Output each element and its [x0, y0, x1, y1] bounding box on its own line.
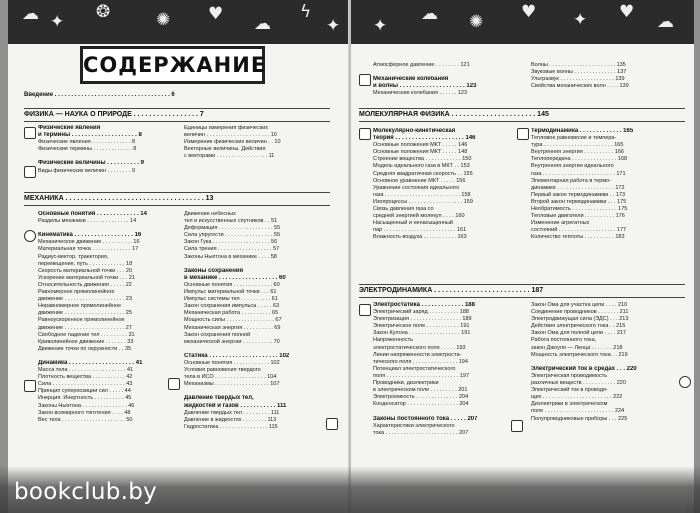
toc-entry[interactable]: Давление твердых тел, [184, 395, 254, 402]
toc-entry[interactable]: Связь давления газа со [373, 206, 434, 213]
toc-entry[interactable]: Второй закон термодинамики . . . 175 [531, 198, 627, 205]
toc-entry[interactable]: Равномерное прямолинейное [38, 289, 115, 296]
divider [359, 284, 685, 285]
toc-entry[interactable]: пар . . . . . . . . . . . . . . . . . . . . . . . . 161 [373, 227, 467, 234]
toc-entry[interactable]: Физические термины . . . . . . . . . . . . . 8 [38, 146, 137, 153]
toc-entry[interactable]: Свойства механических волн . . . . 139 [531, 83, 629, 90]
toc-entry[interactable]: щих . . . . . . . . . . . . . . . . . . . . . . . 222 [531, 394, 623, 401]
lightning-doodle-icon: ϟ [300, 2, 312, 22]
toc-entry[interactable]: Виды физических величин . . . . . . . . 9 [38, 167, 136, 174]
toc-entry[interactable]: Ультразвук . . . . . . . . . . . . . . . . . . 139 [531, 76, 625, 83]
toc-column-molecular-2 [531, 128, 683, 242]
toc-entry[interactable]: Электрический ток в проводя- [531, 387, 608, 394]
toc-entry[interactable]: Проводники, диэлектрики [373, 380, 439, 387]
toc-entry[interactable]: Характеристики электрического [373, 422, 455, 429]
toc-entry[interactable]: и термины . . . . . . . . . . . . . . . . . . . . 8 [38, 132, 142, 139]
charge-icon [359, 304, 371, 316]
toc-entry[interactable]: и волны . . . . . . . . . . . . . . . . . . . . 123 [373, 83, 477, 90]
toc-entry[interactable]: Изопроцессы . . . . . . . . . . . . . . . . . . 159 [373, 198, 473, 205]
toc-entry[interactable]: Основные положения МКТ . . . . . 148 [373, 149, 468, 156]
section-heading-electrodynamics[interactable]: ЭЛЕКТРОДИНАМИКА . . . . . . . . . . . . . . . . . . . . . . . . . 187 [359, 287, 544, 294]
toc-entry[interactable]: Сила . . . . . . . . . . . . . . . . . . . . . . . . 43 [38, 381, 133, 388]
toc-entry[interactable]: Импульс системы тел . . . . . . . . . . 61 [184, 296, 278, 303]
toc-entry[interactable]: Потенциал электростатического [373, 365, 456, 372]
toc-entry[interactable]: Уравнение состояния идеального [373, 184, 460, 191]
sun-doodle-icon: ✺ [156, 10, 171, 30]
toc-entry[interactable]: перемещение, путь . . . . . . . . . . . . 18 [38, 260, 133, 267]
toc-entry[interactable]: Основные понятия . . . . . . . . . . . . 102 [184, 359, 280, 366]
divider [24, 121, 330, 122]
toc-entry[interactable]: Динамика . . . . . . . . . . . . . . . . . . . . 41 [38, 359, 143, 366]
decorative-header-band [8, 0, 348, 44]
toc-entry[interactable]: в электрическом поле . . . . . . . . . 201 [373, 387, 468, 394]
molecule-icon [359, 128, 371, 140]
divider [24, 108, 330, 109]
toc-entry[interactable]: Модель идеального газа в МКТ . . 153 [373, 163, 470, 170]
toc-entry[interactable]: Закон Кулона . . . . . . . . . . . . . . . . . 191 [373, 330, 471, 337]
toc-entry[interactable]: Скорость материальной точки . . . 20 [38, 267, 133, 274]
left-page [8, 0, 349, 513]
toc-entry[interactable]: жидкостей и газов . . . . . . . . . . . 111 [184, 402, 287, 409]
toc-entry[interactable]: Теплопередача . . . . . . . . . . . . . . . 168 [531, 156, 628, 163]
toc-entry[interactable]: Механическое движение . . . . . . . . . . 16 [38, 239, 140, 246]
toc-entry[interactable]: Криволинейное движение . . . . . . . 33 [38, 338, 134, 345]
toc-entry[interactable]: Физические явления [38, 125, 101, 131]
toc-entry[interactable]: тела в ИСО . . . . . . . . . . . . . . . . . 104 [184, 374, 277, 381]
toc-entry[interactable]: Средняя квадратичная скорость . . 155 [373, 170, 473, 177]
toc-entry[interactable]: Статика . . . . . . . . . . . . . . . . . . . . . 102 [184, 352, 290, 359]
toc-entry[interactable]: Термодинамика . . . . . . . . . . . . . 165 [531, 128, 634, 134]
toc-entry[interactable]: Сила трения . . . . . . . . . . . . . . . . . . 57 [184, 246, 280, 253]
scales-icon [168, 378, 180, 390]
toc-entry[interactable]: Законы Ньютона . . . . . . . . . . . . . . . 46 [38, 402, 135, 409]
vessel-icon [326, 418, 338, 430]
toc-entry[interactable]: Неравномерное прямолинейное [38, 303, 122, 310]
toc-entry[interactable]: тока . . . . . . . . . . . . . . . . . . . . . . . . 207 [373, 429, 469, 436]
toc-entry[interactable]: Физические величины . . . . . . . . . . 9 [38, 160, 144, 167]
section-heading-molecular[interactable]: МОЛЕКУЛЯРНАЯ ФИЗИКА . . . . . . . . . . . . . . . . . . . . . . 145 [359, 111, 549, 118]
toc-entry[interactable]: Физические явления . . . . . . . . . . . . . 8 [38, 139, 136, 146]
toc-entry[interactable]: механической энергии . . . . . . . . . . 70 [184, 338, 280, 345]
toc-spacer [531, 359, 681, 366]
toc-spacer [38, 153, 178, 160]
toc-entry[interactable]: Электрический ток в средах . . . 220 [531, 365, 637, 372]
toc-entry[interactable]: Действия электрического тока . . 215 [531, 323, 626, 330]
toc-entry[interactable]: Тепловые двигатели . . . . . . . . . . 176 [531, 213, 625, 220]
toc-entry[interactable]: электростатического поля . . . . . 193 [373, 344, 466, 351]
toc-entry[interactable]: Кинематика . . . . . . . . . . . . . . . . . . 16 [38, 232, 142, 239]
toc-column-physics-1 [38, 125, 178, 175]
toc-entry[interactable]: Элементарная работа в термо- [531, 177, 612, 184]
toc-entry[interactable]: Первый закон термодинамики . . 173 [531, 191, 626, 198]
toc-entry[interactable]: Гидростатика . . . . . . . . . . . . . . . . 115 [184, 423, 278, 430]
toc-entry[interactable]: движение . . . . . . . . . . . . . . . . . . . . 25 [38, 310, 132, 317]
toc-entry[interactable]: Импульс материальной точки . . . 61 [184, 289, 277, 296]
toc-entry[interactable]: Радиус-вектор, траектория, [38, 253, 109, 260]
toc-entry[interactable]: Закон Гука . . . . . . . . . . . . . . . . . . . 56 [184, 239, 278, 246]
toc-entry[interactable]: Движение точки по окружности . . 35 [38, 345, 132, 352]
toc-entry[interactable]: Векторные величины. Действия [184, 146, 266, 153]
toc-entry[interactable]: Соединение проводников . . . . . . . 211 [531, 309, 629, 316]
toc-entry[interactable]: Полупроводниковые приборы . . . 225 [531, 415, 628, 422]
toc-entry[interactable]: Свободное падение тел . . . . . . . . . 31 [38, 331, 135, 338]
toc-entry[interactable]: с векторами . . . . . . . . . . . . . . . . . 11 [184, 153, 275, 160]
toc-entry[interactable]: динамике . . . . . . . . . . . . . . . . . . . 172 [531, 184, 625, 191]
toc-entry[interactable]: Относительность движения . . . . . 22 [38, 281, 132, 288]
watermark-band [0, 466, 700, 513]
toc-entry[interactable]: величин . . . . . . . . . . . . . . . . . . . . . 10 [184, 132, 277, 139]
toc-entry[interactable]: в механике . . . . . . . . . . . . . . . . . . 60 [184, 274, 286, 281]
toc-entry[interactable]: Условия равновесия твердого [184, 367, 261, 374]
toc-entry[interactable]: движение . . . . . . . . . . . . . . . . . . . . 23 [38, 296, 132, 303]
heart-doodle-icon: ♥ [521, 2, 537, 22]
toc-entry[interactable]: Измерение физических величин . . 10 [184, 139, 281, 146]
toc-entry[interactable]: Сила упругости . . . . . . . . . . . . . . . . 55 [184, 232, 281, 239]
sun-doodle-icon: ✺ [469, 12, 484, 32]
toc-entry[interactable]: Основные понятия . . . . . . . . . . . . . 14 [38, 211, 147, 217]
cloud-doodle-icon: ☁ [421, 4, 438, 24]
divider [24, 192, 330, 193]
toc-column-oscillations-1 [373, 62, 523, 97]
toc-entry[interactable]: Волны . . . . . . . . . . . . . . . . . . . . . . 135 [531, 62, 626, 68]
toc-spacer [184, 346, 332, 353]
star-doodle-icon: ✦ [326, 16, 341, 36]
toc-entry[interactable]: Механическая работа . . . . . . . . . . 65 [184, 310, 279, 317]
toc-column-electro-1 [373, 302, 525, 437]
toc-column-electro-2 [531, 302, 681, 423]
toc-spacer [373, 69, 523, 76]
toc-entry[interactable]: Мощность электрического тока . . 219 [531, 351, 628, 358]
toc-entry[interactable]: поля . . . . . . . . . . . . . . . . . . . . . . . . 197 [373, 372, 470, 379]
toc-entry[interactable]: закон Джоуля — Ленца . . . . . . . 218 [531, 344, 623, 351]
toc-entry[interactable]: Внутренняя энергия идеального [531, 163, 614, 170]
toc-entry[interactable]: Плотность вещества . . . . . . . . . . . 42 [38, 374, 133, 381]
ruler-icon [24, 166, 36, 178]
toc-entry[interactable]: средней энергией молекул . . . . 160 [373, 213, 465, 220]
drop-doodle-icon: ❂ [96, 2, 111, 22]
star-doodle-icon: ✦ [573, 10, 588, 30]
toc-entry[interactable]: Диэлектрики в электрическом [531, 401, 608, 408]
toc-entry[interactable]: Влажность воздуха . . . . . . . . . . . 163 [373, 234, 467, 241]
page-title-box [80, 46, 265, 84]
toc-entry[interactable]: Количество теплоты . . . . . . . . . . 183 [531, 234, 625, 241]
toc-entry[interactable]: Работа постоянного тока, [531, 337, 597, 344]
book-icon [24, 127, 36, 139]
toc-entry[interactable]: Внутренняя энергия . . . . . . . . . . 166 [531, 149, 624, 156]
toc-entry[interactable]: Напряженность [373, 337, 413, 344]
toc-entry[interactable]: Основные положения МКТ . . . . . 146 [373, 142, 468, 149]
toc-entry[interactable]: газа . . . . . . . . . . . . . . . . . . . . . . . . 171 [531, 170, 626, 177]
toc-entry[interactable]: Закон Ома для участка цепи . . . . 210 [531, 302, 628, 308]
toc-entry[interactable]: Линии напряженности электроста- [373, 351, 462, 358]
toc-spacer [38, 225, 178, 232]
divider [359, 121, 685, 122]
toc-entry[interactable]: Звуковые волны . . . . . . . . . . . . . . 137 [531, 69, 627, 76]
toc-entry[interactable]: Электрическое поле . . . . . . . . . . . 191 [373, 323, 470, 330]
lamp-icon [679, 376, 691, 388]
toc-entry[interactable]: Равноускоренное прямолинейное [38, 317, 125, 324]
toc-entry[interactable]: Электроемкость . . . . . . . . . . . . . . 204 [373, 394, 469, 401]
toc-column-molecular-1 [373, 128, 523, 242]
toc-entry[interactable]: Электрическая проводимость [531, 372, 608, 379]
star-doodle-icon: ✦ [373, 16, 388, 36]
pulley-icon [24, 380, 36, 392]
toc-entry[interactable]: Деформация . . . . . . . . . . . . . . . . . . 55 [184, 225, 281, 232]
toc-entry[interactable]: Механические колебания . . . . . . 123 [373, 90, 468, 97]
toc-entry[interactable]: Давление в жидкостях . . . . . . . . 113 [184, 416, 277, 423]
motion-icon [24, 230, 36, 242]
heart-doodle-icon: ♥ [619, 2, 635, 22]
toc-column-mechanics-1 [38, 211, 178, 424]
toc-entry[interactable]: Давление твердых тел . . . . . . . . . 111 [184, 409, 280, 416]
star-doodle-icon: ✦ [50, 12, 65, 32]
toc-entry[interactable]: тел и искусственных спутников . . 51 [184, 218, 278, 225]
toc-entry[interactable]: Движение небесных [184, 211, 236, 217]
section-heading-physics[interactable]: ФИЗИКА — НАУКА О ПРИРОДЕ . . . . . . . . . . . . . . . . . 7 [24, 111, 204, 118]
toc-entry[interactable]: Электрический заряд . . . . . . . . . . 188 [373, 309, 469, 316]
toc-entry[interactable]: Закон Ома для полной цепи . . . . 217 [531, 330, 626, 337]
thermometer-icon [517, 128, 529, 140]
cloud-doodle-icon: ☁ [657, 12, 674, 32]
toc-entry[interactable]: Принцип суперпозиции сил . . . . . 44 [38, 388, 131, 395]
divider [359, 108, 685, 109]
toc-entry[interactable]: Электризация . . . . . . . . . . . . . . . . . 189 [373, 316, 472, 323]
page-title: СОДЕРЖАНИЕ [83, 53, 267, 77]
toc-entry[interactable]: Атмосферное давление . . . . . . . . 121 [373, 62, 470, 68]
divider [359, 297, 685, 298]
toc-entry[interactable]: Закон сохранения импульса . . . . . 63 [184, 303, 280, 310]
toc-entry[interactable]: различных веществ . . . . . . . . . . . 220 [531, 380, 626, 387]
toc-column-physics-2 [184, 125, 332, 160]
toc-entry[interactable]: Инерция. Инертность . . . . . . . . . . 45 [38, 395, 132, 402]
toc-entry[interactable]: тура . . . . . . . . . . . . . . . . . . . . . . . 165 [531, 142, 624, 149]
toc-entry[interactable]: Мощность силы . . . . . . . . . . . . . . . . 67 [184, 317, 282, 324]
pendulum-icon [359, 74, 371, 86]
toc-entry[interactable]: Насыщенный и ненасыщенный [373, 220, 454, 227]
heart-doodle-icon: ♥ [208, 4, 224, 24]
toc-entry[interactable]: Ускорение материальной точки . . . 21 [38, 274, 135, 281]
toc-entry[interactable]: Электродвижущая сила (ЭДС) . . . 213 [531, 316, 629, 323]
toc-intro[interactable]: Введение . . . . . . . . . . . . . . . . . . . . . . . . . . . . . . . . . . . 6 [24, 92, 175, 98]
right-page [351, 0, 694, 513]
cloud-doodle-icon: ☁ [22, 4, 39, 24]
toc-entry[interactable]: Тепловое равновесие и темпера- [531, 135, 617, 142]
toc-entry[interactable]: Закон всемирного тяготения . . . . 48 [38, 409, 131, 416]
toc-entry[interactable]: Вес тела . . . . . . . . . . . . . . . . . . . . . 50 [38, 416, 133, 423]
toc-entry[interactable]: Молекулярно-кинетическая [373, 128, 456, 134]
watermark-text: bookclub.by [14, 479, 158, 505]
toc-entry[interactable]: Изменение агрегатных [531, 220, 590, 227]
decorative-header-band [351, 0, 694, 44]
toc-entry[interactable]: Материальная точка . . . . . . . . . . . . . 17 [38, 246, 139, 253]
toc-entry[interactable]: газа . . . . . . . . . . . . . . . . . . . . . . . . . 158 [373, 191, 471, 198]
toc-spacer [184, 388, 332, 395]
toc-column-mechanics-2 [184, 211, 332, 431]
toc-entry[interactable]: Строение вещества . . . . . . . . . . . . 150 [373, 156, 472, 163]
toc-spacer [184, 261, 332, 268]
toc-entry[interactable]: Закон сохранения полной [184, 331, 251, 338]
toc-entry[interactable]: поле . . . . . . . . . . . . . . . . . . . . . . . 224 [531, 408, 625, 415]
divider [24, 205, 330, 206]
section-heading-mechanics[interactable]: МЕХАНИКА . . . . . . . . . . . . . . . . . . . . . . . . . . . . . . . . . . . . 13 [24, 195, 214, 202]
toc-entry[interactable]: тического поля . . . . . . . . . . . . . . . 194 [373, 358, 468, 365]
toc-entry[interactable]: Механическая энергия . . . . . . . . . . 69 [184, 324, 281, 331]
toc-entry[interactable]: Законы сохранения [184, 267, 244, 274]
toc-entry[interactable]: теория . . . . . . . . . . . . . . . . . . . . . 146 [373, 135, 476, 142]
toc-entry[interactable]: Основные понятия . . . . . . . . . . . . . 60 [184, 281, 280, 288]
toc-entry[interactable]: Конденсатор . . . . . . . . . . . . . . . . . 204 [373, 401, 469, 408]
toc-entry[interactable]: Разделы механики . . . . . . . . . . . . . . 14 [38, 218, 137, 225]
circuit-icon [511, 420, 523, 432]
toc-entry[interactable]: Необратимость . . . . . . . . . . . . . . . 175 [531, 206, 628, 213]
toc-entry[interactable]: Электростатика . . . . . . . . . . . . . 188 [373, 302, 475, 308]
toc-column-oscillations-2 [531, 62, 681, 90]
toc-spacer [38, 353, 178, 360]
toc-entry[interactable]: Законы Ньютона в механике . . . . 58 [184, 253, 277, 260]
cloud-doodle-icon: ☁ [254, 14, 271, 34]
toc-entry[interactable]: Механизмы . . . . . . . . . . . . . . . . . . 107 [184, 381, 280, 388]
toc-entry[interactable]: Масса тела . . . . . . . . . . . . . . . . . . . 41 [38, 367, 134, 374]
toc-entry[interactable]: Законы постоянного тока . . . . . 207 [373, 415, 478, 422]
toc-entry[interactable]: состояний . . . . . . . . . . . . . . . . . . . 177 [531, 227, 627, 234]
toc-entry[interactable]: Единицы измерения физических [184, 125, 268, 131]
toc-entry[interactable]: Механические колебания [373, 76, 449, 83]
toc-entry[interactable]: движение . . . . . . . . . . . . . . . . . . . . 27 [38, 324, 132, 331]
toc-spacer [373, 408, 525, 415]
toc-entry[interactable]: Основное уравнение МКТ . . . . . 156 [373, 177, 466, 184]
